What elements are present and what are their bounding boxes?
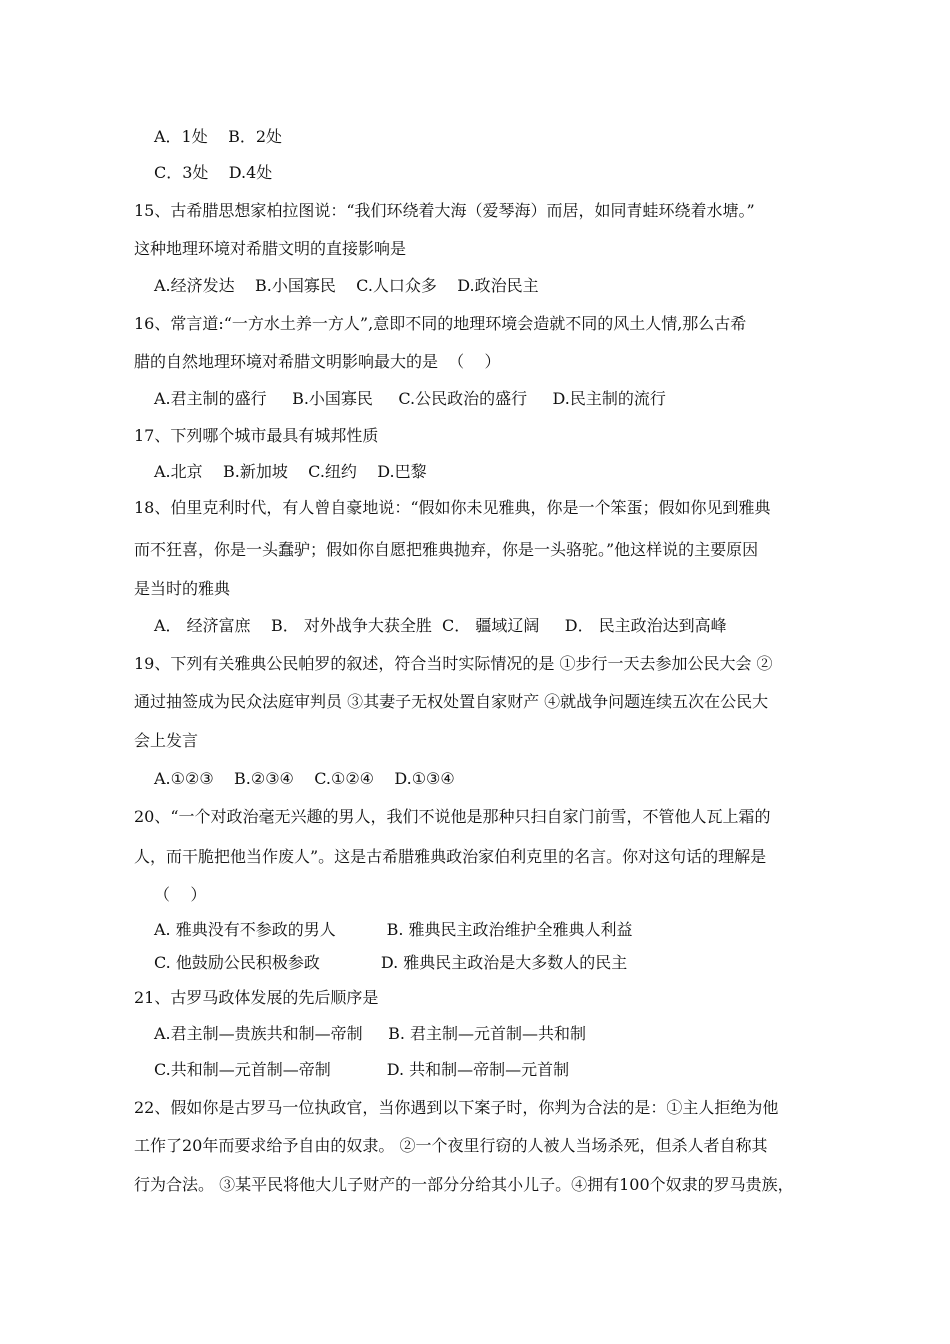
q18-stem-line-1: 18、伯里克利时代，有人曾自豪地说：“假如你未见雅典，你是一个笨蛋；假如你见到雅典	[134, 498, 771, 517]
q21-stem: 21、古罗马政体发展的先后顺序是	[134, 988, 379, 1007]
q20-answer-bracket: （ ）	[154, 885, 207, 904]
q17-options: A.北京 B.新加坡 C.纽约 D.巴黎	[154, 462, 427, 481]
q16-stem-line-1: 16、常言道:“一方水土养一方人”,意即不同的地理环境会造就不同的风土人情,那么古希	[134, 314, 747, 333]
q19-stem-line-2: 通过抽签成为民众法庭审判员 ③其妻子无权处置自家财产 ④就战争问题连续五次在公民大	[134, 692, 769, 711]
q22-stem-line-2: 工作了20年而要求给予自由的奴隶。 ②一个夜里行窃的人被人当场杀死，但杀人者自称其	[134, 1136, 768, 1155]
q15-options: A.经济发达 B.小国寡民 C.人口众多 D.政治民主	[154, 276, 539, 295]
q20-options-line-1: A. 雅典没有不参政的男人 B. 雅典民主政治维护全雅典人利益	[154, 920, 633, 939]
q16-options: A.君主制的盛行 B.小国寡民 C.公民政治的盛行 D.民主制的流行	[154, 389, 666, 408]
q21-options-line-1: A.君主制—贵族共和制—帝制 B. 君主制—元首制—共和制	[154, 1024, 587, 1043]
q19-stem-line-3: 会上发言	[134, 731, 199, 750]
q19-options: A.①②③ B.②③④ C.①②④ D.①③④	[154, 769, 455, 788]
q20-stem-line-1: 20、“一个对政治毫无兴趣的男人，我们不说他是那种只扫自家门前雪，不管他人瓦上霜的	[134, 807, 771, 826]
q17-stem: 17、下列哪个城市最具有城邦性质	[134, 426, 379, 445]
q14-options-line-2: C．3处 D.4处	[154, 163, 273, 182]
q14-options-line-1: A．1处 B．2处	[154, 127, 283, 146]
q22-stem-line-1: 22、假如你是古罗马一位执政官，当你遇到以下案子时，你判为合法的是：①主人拒绝为他	[134, 1098, 779, 1117]
q16-stem-line-2: 腊的自然地理环境对希腊文明影响最大的是 （ ）	[134, 352, 501, 371]
q22-stem-line-3: 行为合法。 ③某平民将他大儿子财产的一部分分给其小儿子。④拥有100个奴隶的罗马贵族，	[134, 1175, 794, 1194]
q15-stem-line-1: 15、古希腊思想家柏拉图说：“我们环绕着大海（爱琴海）而居，如同青蛙环绕着水塘。”	[134, 201, 755, 220]
q18-options: A． 经济富庶 B． 对外战争大获全胜 C． 疆域辽阔 D． 民主政治达到高峰	[154, 616, 727, 635]
q20-options-line-2: C. 他鼓励公民积极参政 D. 雅典民主政治是大多数人的民主	[154, 953, 628, 972]
q18-stem-line-2: 而不狂喜，你是一头蠢驴；假如你自愿把雅典抛弃，你是一头骆驼。”他这样说的主要原因	[134, 540, 759, 559]
q15-stem-line-2: 这种地理环境对希腊文明的直接影响是	[134, 239, 407, 258]
q18-stem-line-3: 是当时的雅典	[134, 579, 231, 598]
q21-options-line-2: C.共和制—元首制—帝制 D. 共和制—帝制—元首制	[154, 1060, 570, 1079]
q20-stem-line-2: 人，而干脆把他当作废人”。这是古希腊雅典政治家伯利克里的名言。你对这句话的理解是	[134, 847, 767, 866]
q19-stem-line-1: 19、下列有关雅典公民帕罗的叙述，符合当时实际情况的是 ①步行一天去参加公民大会 ②	[134, 654, 773, 673]
